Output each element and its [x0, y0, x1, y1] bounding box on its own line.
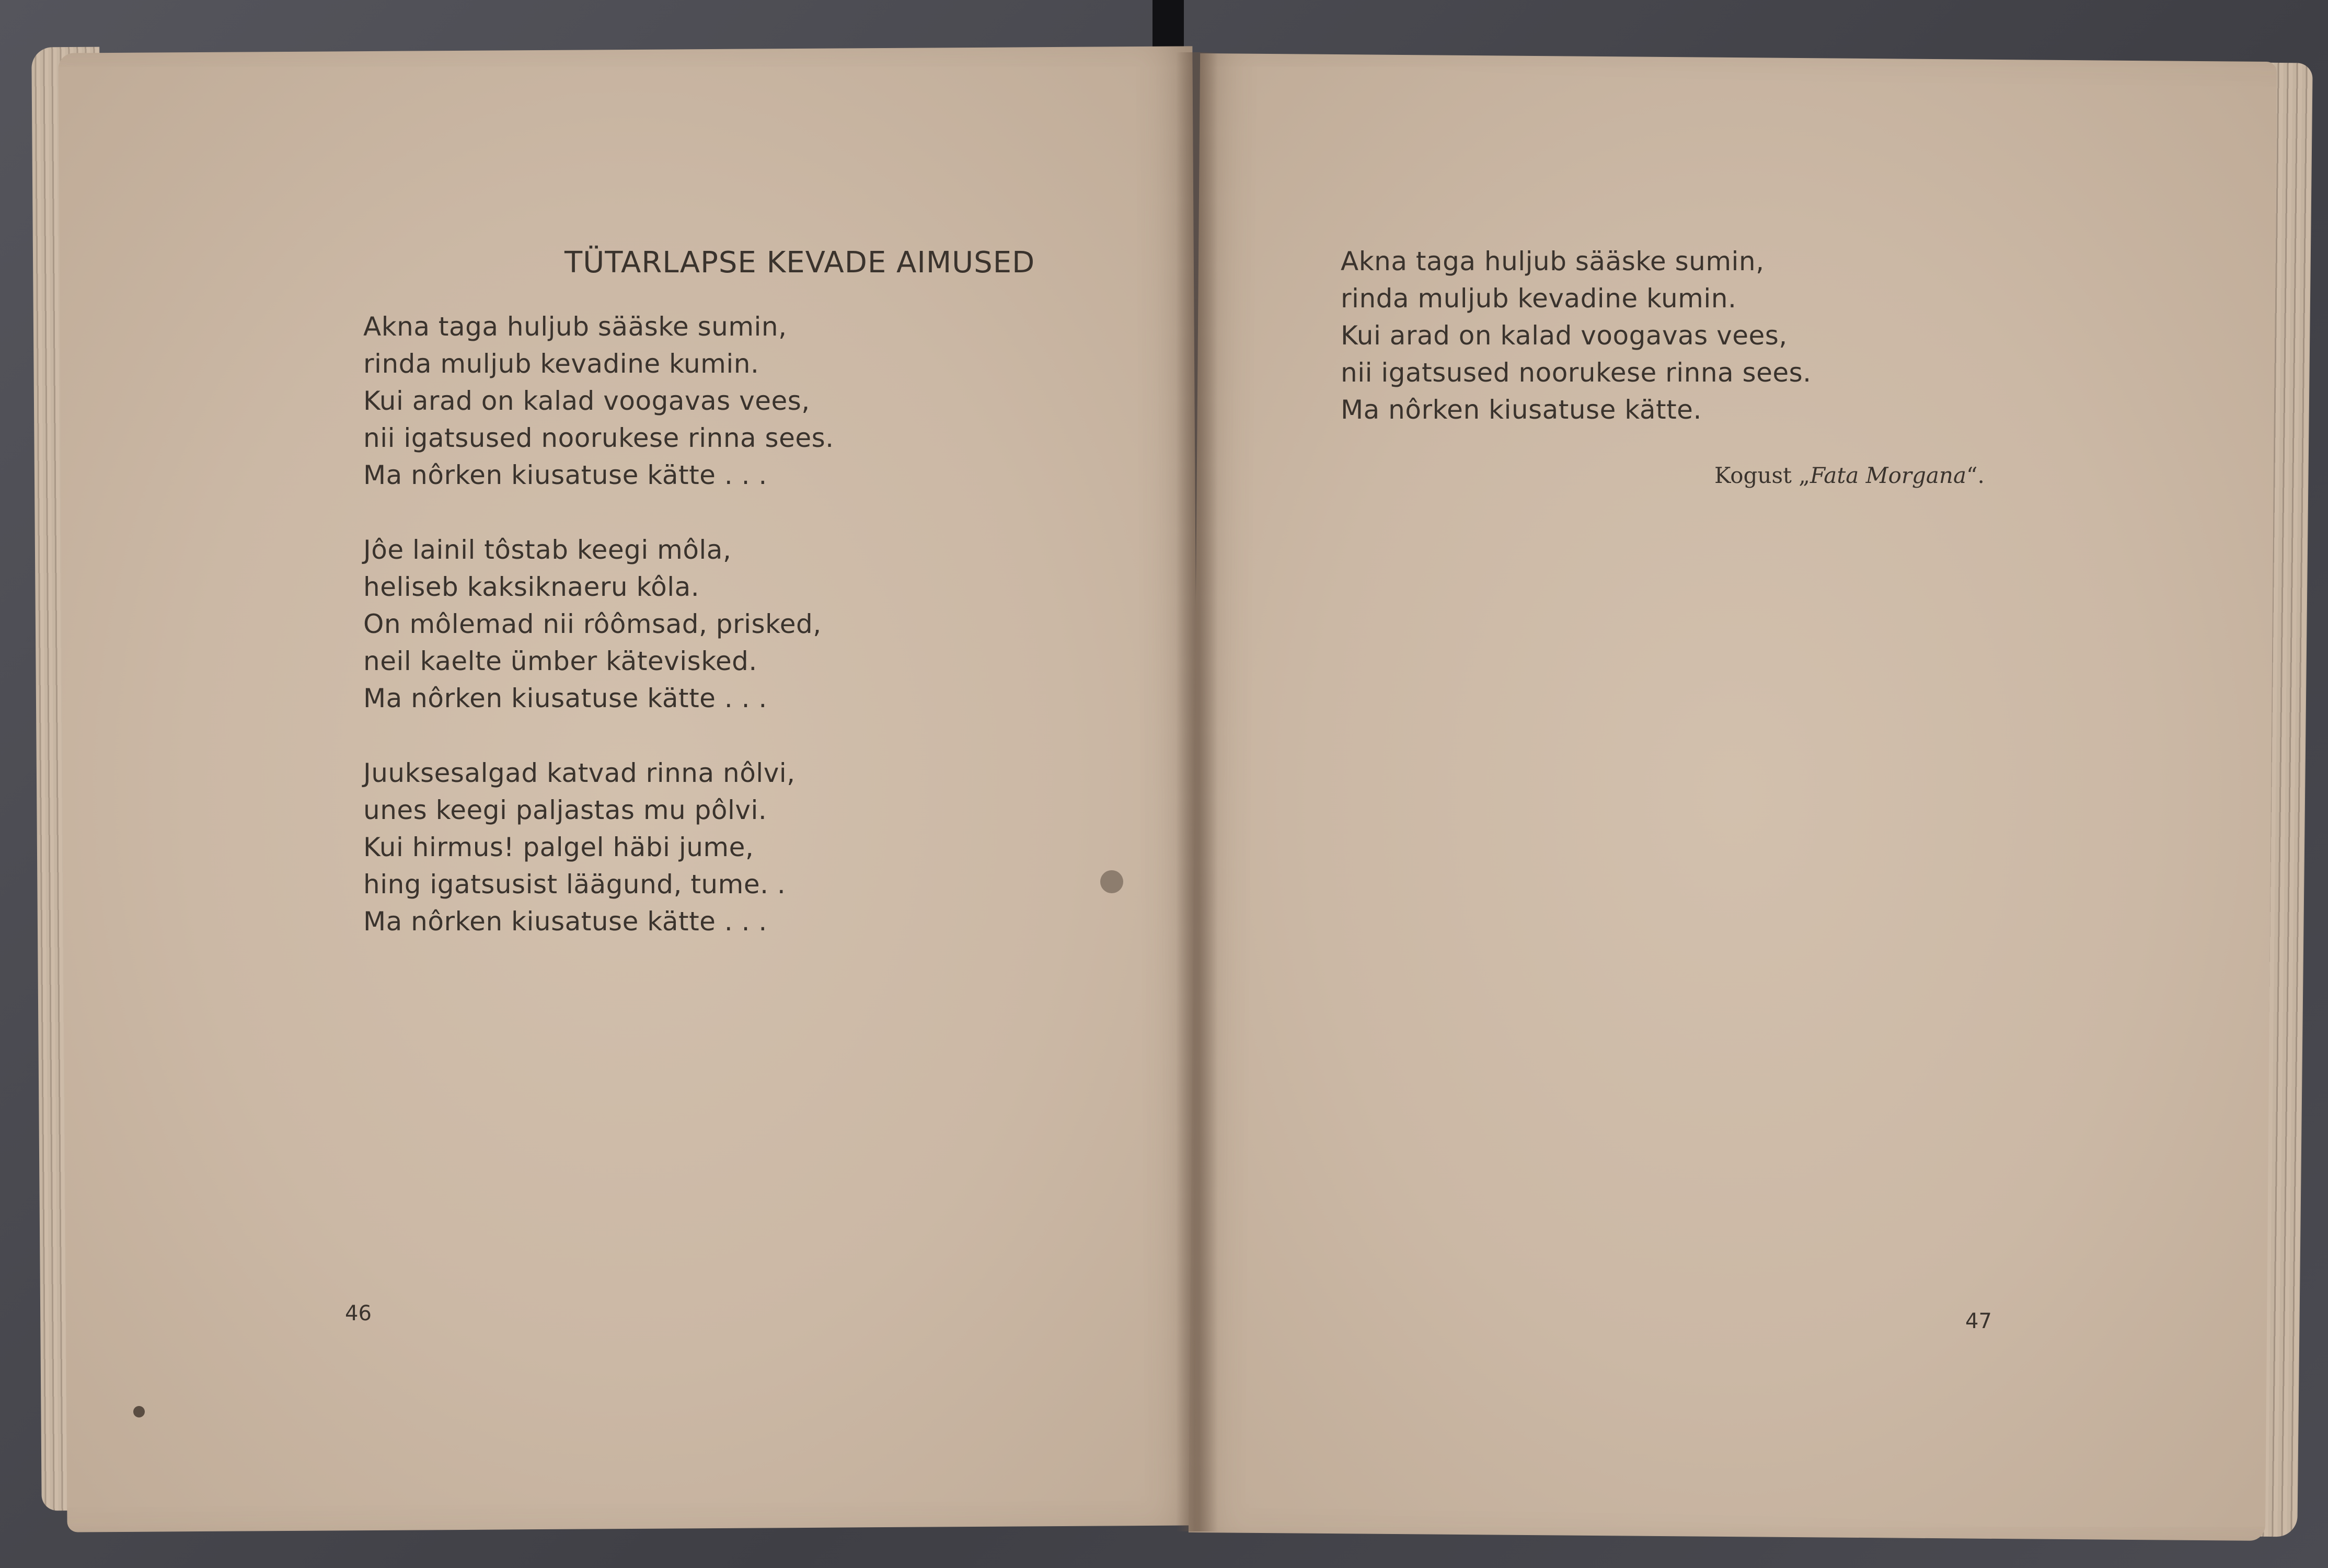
poem-line: Kui arad on kalad voogavas vees, — [1341, 320, 1788, 351]
paper-stain — [1100, 870, 1123, 893]
poem-line: rinda muljub kevadine kumin. — [1341, 283, 1737, 314]
left-poem — [363, 308, 834, 978]
page-number-right: 47 — [1965, 1309, 1992, 1333]
page-number-left: 46 — [345, 1301, 372, 1325]
stanza-3 — [363, 755, 834, 940]
poem-line: Kui arad on kalad voogavas vees, — [363, 386, 810, 416]
poem-line: rinda muljub kevadine kumin. — [363, 349, 759, 379]
right-poem — [1341, 243, 1812, 466]
poem-line: Ma nôrken kiusatuse kätte . . . — [363, 683, 767, 713]
poem-line: unes keegi paljastas mu pôlvi. — [363, 795, 767, 825]
poem-line: Akna taga huljub sääske sumin, — [1341, 246, 1765, 276]
stanza-1 — [363, 308, 834, 494]
paper-stain — [133, 1406, 145, 1417]
attribution-suffix: “. — [1966, 463, 1985, 488]
poem-line: heliseb kaksiknaeru kôla. — [363, 572, 700, 602]
stanza-2 — [363, 532, 834, 717]
book-spine — [1176, 52, 1218, 1531]
stanza-continued — [1341, 243, 1812, 429]
attribution-prefix: Kogust „ — [1714, 463, 1811, 488]
poem-line: Juuksesalgad katvad rinna nôlvi, — [363, 758, 796, 788]
poem-line: Ma nôrken kiusatuse kätte . . . — [363, 460, 767, 490]
poem-line: Ma nôrken kiusatuse kätte. — [1341, 395, 1702, 425]
poem-line: nii igatsused noorukese rinna sees. — [1341, 358, 1812, 388]
poem-line: On môlemad nii rôômsad, prisked, — [363, 609, 822, 639]
poem-title: TÜTARLAPSE KEVADE AIMUSED — [564, 246, 1035, 280]
attribution — [1714, 463, 1985, 488]
poem-line: Jôe lainil tôstab keegi môla, — [363, 535, 732, 565]
poem-line: hing igatsusist läägund, tume. . — [363, 869, 786, 900]
poem-line: Akna taga huljub sääske sumin, — [363, 312, 787, 342]
poem-line: nii igatsused noorukese rinna sees. — [363, 423, 834, 453]
poem-line: Kui hirmus! palgel häbi jume, — [363, 832, 754, 862]
attribution-title: Fata Morgana — [1810, 463, 1966, 488]
poem-line: neil kaelte ümber kätevisked. — [363, 646, 757, 676]
poem-line: Ma nôrken kiusatuse kätte . . . — [363, 906, 767, 937]
